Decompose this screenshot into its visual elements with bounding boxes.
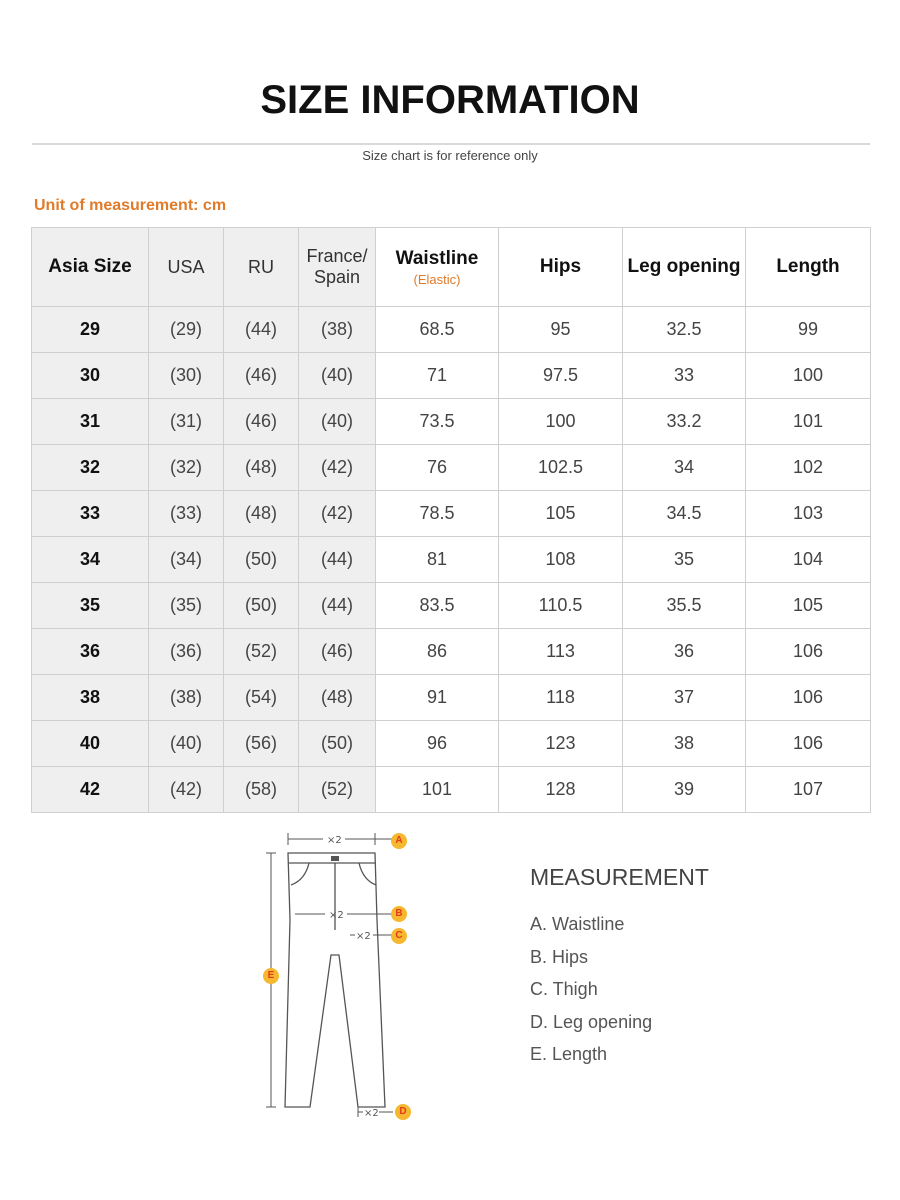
cell-waistline: 83.5 [376,583,499,629]
cell-asia-size: 38 [32,675,149,721]
table-row [32,353,871,399]
pants-diagram [255,825,425,1125]
table-row [32,307,871,353]
cell-france-spain-size: (42) [299,445,376,491]
table-row [32,675,871,721]
cell-asia-size: 31 [32,399,149,445]
cell-france-spain-size: (40) [299,353,376,399]
thigh-multiplier: ×2 [356,931,371,942]
marker-e: E [263,968,279,984]
cell-leg-opening: 35 [623,537,746,583]
marker-d: D [395,1104,411,1120]
cell-hips: 102.5 [499,445,623,491]
cell-hips: 95 [499,307,623,353]
pants-outline-icon [255,825,425,1125]
cell-hips: 113 [499,629,623,675]
cell-usa-size: (31) [149,399,224,445]
header-usa: USA [149,228,224,307]
header-leg-opening: Leg opening [623,228,746,307]
header-waistline [376,228,499,307]
marker-b: B [391,906,407,922]
elastic-note: (Elastic) [413,271,461,287]
legend-item-waistline: A. Waistline [530,914,625,934]
cell-ru-size: (50) [224,583,299,629]
table-row [32,767,871,813]
cell-hips: 110.5 [499,583,623,629]
table-row [32,721,871,767]
table-row [32,629,871,675]
cell-usa-size: (36) [149,629,224,675]
cell-waistline: 81 [376,537,499,583]
cell-waistline: 73.5 [376,399,499,445]
cell-usa-size: (38) [149,675,224,721]
cell-ru-size: (46) [224,399,299,445]
cell-waistline: 76 [376,445,499,491]
cell-asia-size: 32 [32,445,149,491]
header-length: Length [746,228,871,307]
cell-ru-size: (56) [224,721,299,767]
cell-waistline: 91 [376,675,499,721]
cell-usa-size: (32) [149,445,224,491]
cell-length: 106 [746,629,871,675]
cell-asia-size: 30 [32,353,149,399]
cell-usa-size: (35) [149,583,224,629]
table-row [32,445,871,491]
cell-usa-size: (29) [149,307,224,353]
cell-waistline: 78.5 [376,491,499,537]
header-ru: RU [224,228,299,307]
cell-asia-size: 42 [32,767,149,813]
cell-length: 99 [746,307,871,353]
cell-leg-opening: 38 [623,721,746,767]
cell-france-spain-size: (50) [299,721,376,767]
cell-length: 104 [746,537,871,583]
cell-ru-size: (52) [224,629,299,675]
table-header-row [32,228,871,307]
cell-leg-opening: 33.2 [623,399,746,445]
cell-france-spain-size: (44) [299,583,376,629]
hips-multiplier: ×2 [329,910,344,921]
cell-asia-size: 35 [32,583,149,629]
cell-length: 101 [746,399,871,445]
table-row [32,399,871,445]
cell-france-spain-size: (46) [299,629,376,675]
legend-title: MEASUREMENT [530,864,709,890]
table-row [32,583,871,629]
cell-leg-opening: 34.5 [623,491,746,537]
cell-leg-opening: 33 [623,353,746,399]
cell-length: 103 [746,491,871,537]
marker-a: A [391,833,407,849]
waistline-label: Waistline [395,247,479,269]
legend-item-length: E. Length [530,1044,608,1064]
cell-asia-size: 34 [32,537,149,583]
cell-france-spain-size: (52) [299,767,376,813]
legend-item-hips: B. Hips [530,946,589,967]
cell-france-spain-size: (44) [299,537,376,583]
cell-hips: 100 [499,399,623,445]
cell-length: 105 [746,583,871,629]
table-row [32,537,871,583]
cell-asia-size: 36 [32,629,149,675]
cell-france-spain-size: (40) [299,399,376,445]
cell-france-spain-size: (38) [299,307,376,353]
header-asia-size: Asia Size [32,228,149,307]
cell-asia-size: 33 [32,491,149,537]
cell-france-spain-size: (48) [299,675,376,721]
cell-asia-size: 40 [32,721,149,767]
cell-ru-size: (48) [224,491,299,537]
cell-hips: 128 [499,767,623,813]
cell-length: 102 [746,445,871,491]
cell-length: 106 [746,675,871,721]
cell-leg-opening: 37 [623,675,746,721]
cell-leg-opening: 36 [623,629,746,675]
cell-usa-size: (30) [149,353,224,399]
cell-hips: 97.5 [499,353,623,399]
page-title: SIZE INFORMATION [260,78,640,122]
cell-hips: 123 [499,721,623,767]
cell-usa-size: (34) [149,537,224,583]
measurement-legend [530,910,652,1073]
size-table [31,227,871,813]
cell-ru-size: (44) [224,307,299,353]
cell-ru-size: (58) [224,767,299,813]
legend-item-leg-opening: D. Leg opening [530,1011,653,1032]
cell-waistline: 96 [376,721,499,767]
cell-ru-size: (54) [224,675,299,721]
waist-multiplier: ×2 [327,835,342,846]
cell-leg-opening: 35.5 [623,583,746,629]
cell-ru-size: (46) [224,353,299,399]
cell-usa-size: (33) [149,491,224,537]
cell-length: 107 [746,767,871,813]
cell-waistline: 86 [376,629,499,675]
cell-ru-size: (48) [224,445,299,491]
cell-waistline: 71 [376,353,499,399]
cell-france-spain-size: (42) [299,491,376,537]
reference-note: Size chart is for reference only [362,148,538,163]
legend-item-thigh: C. Thigh [530,979,598,999]
table-row [32,491,871,537]
cell-leg-opening: 34 [623,445,746,491]
cell-waistline: 101 [376,767,499,813]
cell-hips: 108 [499,537,623,583]
unit-note: Unit of measurement: cm [34,197,227,214]
cell-ru-size: (50) [224,537,299,583]
title-divider [32,143,870,145]
cell-waistline: 68.5 [376,307,499,353]
header-france-spain: France/ Spain [299,228,376,307]
leg-multiplier: ×2 [364,1108,379,1119]
cell-leg-opening: 32.5 [623,307,746,353]
cell-leg-opening: 39 [623,767,746,813]
cell-usa-size: (42) [149,767,224,813]
cell-length: 106 [746,721,871,767]
cell-asia-size: 29 [32,307,149,353]
cell-hips: 105 [499,491,623,537]
cell-hips: 118 [499,675,623,721]
marker-c: C [391,928,407,944]
header-hips: Hips [499,228,623,307]
cell-length: 100 [746,353,871,399]
cell-usa-size: (40) [149,721,224,767]
